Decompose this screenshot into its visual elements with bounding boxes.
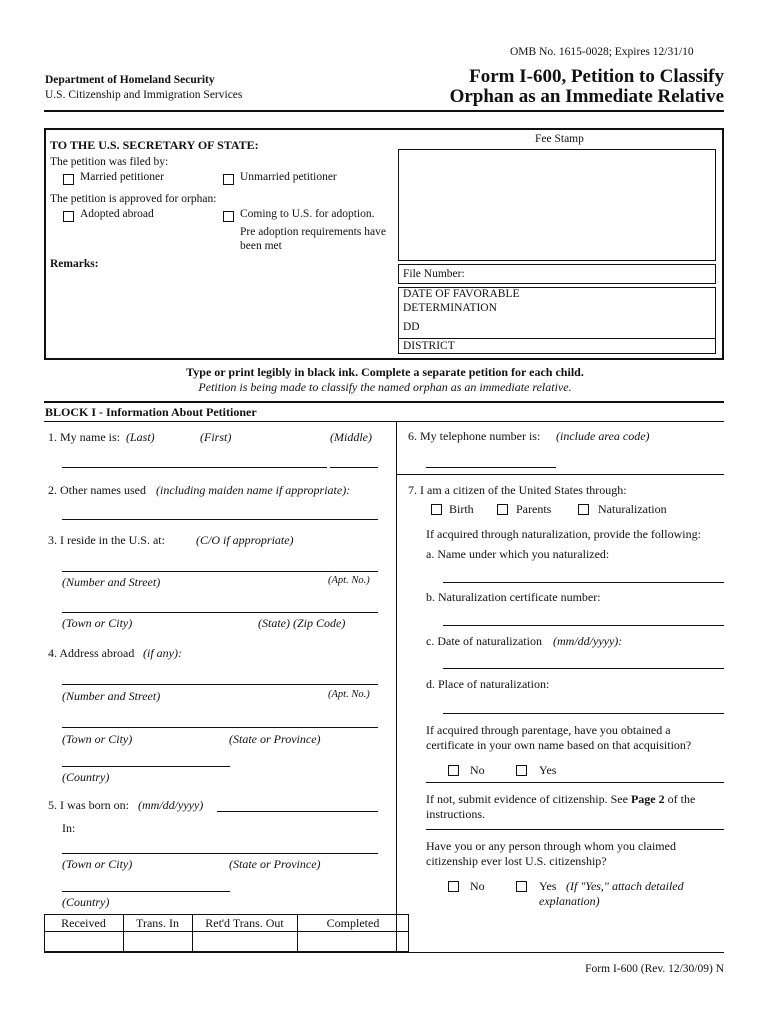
q6-hint: (include area code) [556,429,650,443]
footer-rule [44,952,724,953]
q2-label: 2. Other names used [48,483,146,497]
q5-date-line[interactable] [217,811,378,812]
q1-last: (Last) [126,430,155,444]
if-naturalization-text: If acquired through naturalization, provide the following: [426,527,701,541]
to-secretary-heading: TO THE U.S. SECRETARY OF STATE: [50,138,259,152]
parentage-line1: If acquired through parentage, have you obtained a [426,723,671,737]
q1-middle: (Middle) [330,430,372,444]
certificate-no-label: No [470,763,485,777]
q1-label: 1. My name is: [48,430,120,444]
married-checkbox[interactable] [63,174,74,185]
office-table-header-completed: Completed [326,916,380,930]
q4-hint: (if any): [143,646,182,660]
q3-street-hint: (Number and Street) [62,575,161,589]
q7a-label: a. Name under which you naturalized: [426,547,610,561]
certificate-yes-checkbox[interactable] [516,765,527,776]
instructions-line2: Petition is being made to classify the named orphan as an immediate relative. [198,380,572,394]
fee-stamp-area [398,149,716,261]
office-table-header-trans-out: Ret'd Trans. Out [205,916,284,930]
district-label: DISTRICT [403,340,455,352]
district-divider [398,338,716,339]
coming-to-us-checkbox[interactable] [223,211,234,222]
parents-checkbox[interactable] [497,504,508,515]
q6-phone-line[interactable] [426,467,556,468]
unmarried-checkbox[interactable] [223,174,234,185]
coming-to-us-label: Coming to U.S. for adoption. [240,208,375,220]
lost-no-label: No [470,879,485,893]
approved-for-label: The petition is approved for orphan: [50,193,217,205]
unmarried-label: Unmarried petitioner [240,171,337,183]
lost-line1: Have you or any person through whom you claimed [426,839,676,853]
column-divider [396,421,397,951]
q5-in-label: In: [62,821,76,835]
q5-label: 5. I was born on: [48,798,129,812]
favorable-label-1: DATE OF FAVORABLE [403,288,520,300]
q6-label: 6. My telephone number is: [408,429,541,443]
certificate-no-checkbox[interactable] [448,765,459,776]
q2-hint: (including maiden name if appropriate): [156,483,351,497]
form-revision: Form I-600 (Rev. 12/30/09) N [585,963,724,975]
q4-street-line[interactable] [62,727,378,728]
adopted-abroad-label: Adopted abroad [80,208,154,220]
q1-middle-line[interactable] [330,467,378,468]
q3-state-zip-hint: (State) (Zip Code) [258,616,346,630]
q7b-line[interactable] [443,625,724,626]
q2-line[interactable] [62,519,378,520]
q3-city-hint: (Town or City) [62,616,133,630]
q6-bottom-rule [396,474,724,475]
parentage-rule [426,782,724,783]
parentage-line2: certificate in your own name based on that acquisition? [426,738,692,752]
fee-stamp-label: Fee Stamp [535,133,584,145]
q7d-line[interactable] [443,713,724,714]
q4-line[interactable] [62,684,378,685]
office-table-header-trans-in: Trans. In [136,916,179,930]
q7b-label: b. Naturalization certificate number: [426,590,601,604]
lost-no-checkbox[interactable] [448,881,459,892]
dd-label: DD [403,321,420,333]
q7c-label: c. Date of naturalization [426,634,542,648]
block1-top-rule [44,401,724,403]
evidence-suffix: of the [667,792,696,806]
q5-hint: (mm/dd/yyyy) [138,798,204,812]
q4-apt-hint: (Apt. No.) [328,689,370,700]
form-title-line2: Orphan as an Immediate Relative [449,86,724,107]
form-title-line1: Form I-600, Petition to Classify [469,66,724,87]
pre-adoption-line1: Pre adoption requirements have [240,226,386,238]
lost-yes-note-2: explanation) [539,894,600,908]
parents-label: Parents [516,502,552,516]
evidence-text: If not, submit evidence of citizenship. See [426,792,628,806]
office-table-header-rule [44,931,409,932]
evidence-line2: instructions. [426,807,485,821]
agency-name: Department of Homeland Security [45,74,215,86]
lost-yes-note-1: (If "Yes," attach detailed [566,879,684,893]
birth-label: Birth [449,502,474,516]
naturalization-label: Naturalization [598,502,667,516]
q3-co-line[interactable] [62,571,378,572]
q5-place-line[interactable] [62,853,378,854]
filed-by-label: The petition was filed by: [50,156,169,168]
q4-city-hint: (Town or City) [62,732,133,746]
q7d-label: d. Place of naturalization: [426,677,550,691]
block1-bottom-rule [44,421,724,422]
q4-street-hint: (Number and Street) [62,689,161,703]
certificate-yes-label: Yes [539,763,557,777]
q4-label: 4. Address abroad [48,646,135,660]
favorable-label-2: DETERMINATION [403,302,497,314]
q5-city-hint: (Town or City) [62,857,133,871]
q7c-hint: (mm/dd/yyyy): [553,634,623,648]
agency-sub: U.S. Citizenship and Immigration Services [45,89,243,101]
office-table-header-received: Received [61,916,106,930]
adopted-abroad-checkbox[interactable] [63,211,74,222]
q5-state-hint: (State or Province) [229,857,321,871]
q3-apt-hint: (Apt. No.) [328,575,370,586]
q4-city-line[interactable] [62,766,230,767]
evidence-rule [426,829,724,830]
lost-yes-checkbox[interactable] [516,881,527,892]
married-label: Married petitioner [80,171,164,183]
q7a-line[interactable] [443,582,724,583]
q4-state-hint: (State or Province) [229,732,321,746]
evidence-line1 [426,792,695,807]
remarks-label: Remarks: [50,258,99,270]
q5-country-hint: (Country) [62,895,110,909]
omb-number: OMB No. 1615-0028; Expires 12/31/10 [510,46,694,58]
page-2-reference: Page 2 [630,792,665,806]
q7-label: 7. I am a citizen of the United States through: [408,483,627,497]
lost-yes-label: Yes [539,879,557,893]
birth-checkbox[interactable] [431,504,442,515]
q3-co-hint: (C/O if appropriate) [196,533,294,547]
q1-name-line[interactable] [62,467,327,468]
q7c-line[interactable] [443,668,724,669]
q3-street-line[interactable] [62,612,378,613]
block1-title: BLOCK I - Information About Petitioner [45,405,257,419]
naturalization-checkbox[interactable] [578,504,589,515]
header-rule [44,110,724,112]
instructions-line1: Type or print legibly in black ink. Complete a separate petition for each child. [186,365,584,379]
q5-city-line[interactable] [62,891,230,892]
q4-country-hint: (Country) [62,770,110,784]
pre-adoption-line2: been met [240,240,282,252]
q3-label: 3. I reside in the U.S. at: [48,533,165,547]
q1-first: (First) [200,430,232,444]
file-number-label: File Number: [403,268,465,280]
lost-line2: citizenship ever lost U.S. citizenship? [426,854,607,868]
